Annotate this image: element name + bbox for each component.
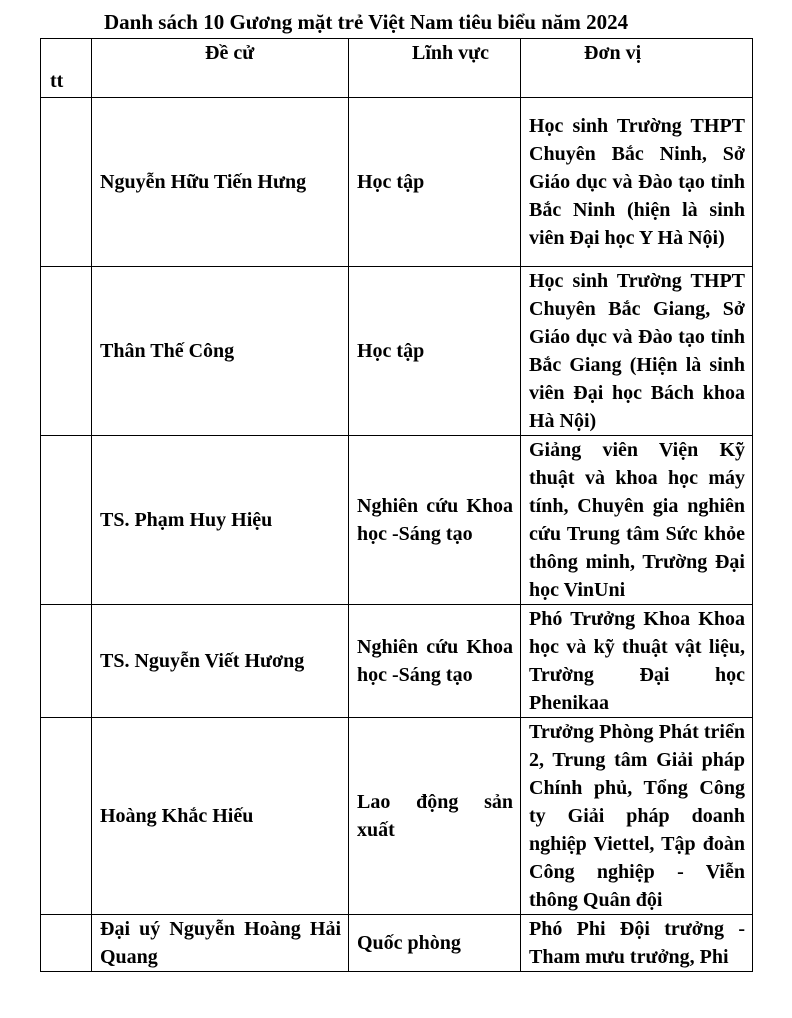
cell-tt: [41, 267, 92, 436]
cell-unit: Học sinh Trường THPT Chuyên Bắc Giang, Sở Giáo dục và Đào tạo tỉnh Bắc Giang (Hiện là sinh viên Đại học Bách khoa Hà Nội): [521, 267, 753, 436]
header-nominee: Đề cử: [92, 39, 349, 98]
header-field: Lĩnh vực: [349, 39, 521, 98]
cell-name: TS. Nguyễn Viết Hương: [92, 605, 349, 718]
header-tt: tt: [41, 39, 92, 98]
cell-field: Quốc phòng: [349, 915, 521, 972]
cell-field: Học tập: [349, 98, 521, 267]
cell-name: Thân Thế Công: [92, 267, 349, 436]
table-row: [41, 915, 753, 972]
cell-unit: Phó Trưởng Khoa Khoa học và kỹ thuật vật liệu, Trường Đại học Phenikaa: [521, 605, 753, 718]
cell-tt: [41, 98, 92, 267]
cell-name: Nguyễn Hữu Tiến Hưng: [92, 98, 349, 267]
cell-name: TS. Phạm Huy Hiệu: [92, 436, 349, 605]
cell-field: Lao động sản xuất: [349, 718, 521, 915]
cell-name: Hoàng Khắc Hiếu: [92, 718, 349, 915]
document-title: Danh sách 10 Gương mặt trẻ Việt Nam tiêu biểu năm 2024: [104, 10, 629, 34]
cell-unit: Trưởng Phòng Phát triển 2, Trung tâm Giải pháp Chính phủ, Tổng Công ty Giải pháp doanh nghiệp Viettel, Tập đoàn Công nghiệp - Viễn thông Quân đội: [521, 718, 753, 915]
cell-unit: Học sinh Trường THPT Chuyên Bắc Ninh, Sở Giáo dục và Đào tạo tỉnh Bắc Ninh (hiện là sinh viên Đại học Y Hà Nội): [521, 98, 753, 267]
cell-name: Đại uý Nguyễn Hoàng Hải Quang: [92, 915, 349, 972]
cell-tt: [41, 436, 92, 605]
cell-unit: Giảng viên Viện Kỹ thuật và khoa học máy tính, Chuyên gia nghiên cứu Trung tâm Sức khỏe thông minh, Trường Đại học VinUni: [521, 436, 753, 605]
cell-unit: Phó Phi Đội trưởng - Tham mưu trưởng, Phi: [521, 915, 753, 972]
table-header-row: [41, 39, 753, 98]
nominee-table: [40, 38, 753, 972]
cell-tt: [41, 605, 92, 718]
table-row: [41, 605, 753, 718]
cell-tt: [41, 718, 92, 915]
header-unit: Đơn vị: [521, 39, 753, 98]
table-row: [41, 98, 753, 267]
cell-field: Học tập: [349, 267, 521, 436]
table-row: [41, 436, 753, 605]
table-row: [41, 267, 753, 436]
cell-field: Nghiên cứu Khoa học -Sáng tạo: [349, 605, 521, 718]
table-row: [41, 718, 753, 915]
cell-tt: [41, 915, 92, 972]
cell-field: Nghiên cứu Khoa học -Sáng tạo: [349, 436, 521, 605]
